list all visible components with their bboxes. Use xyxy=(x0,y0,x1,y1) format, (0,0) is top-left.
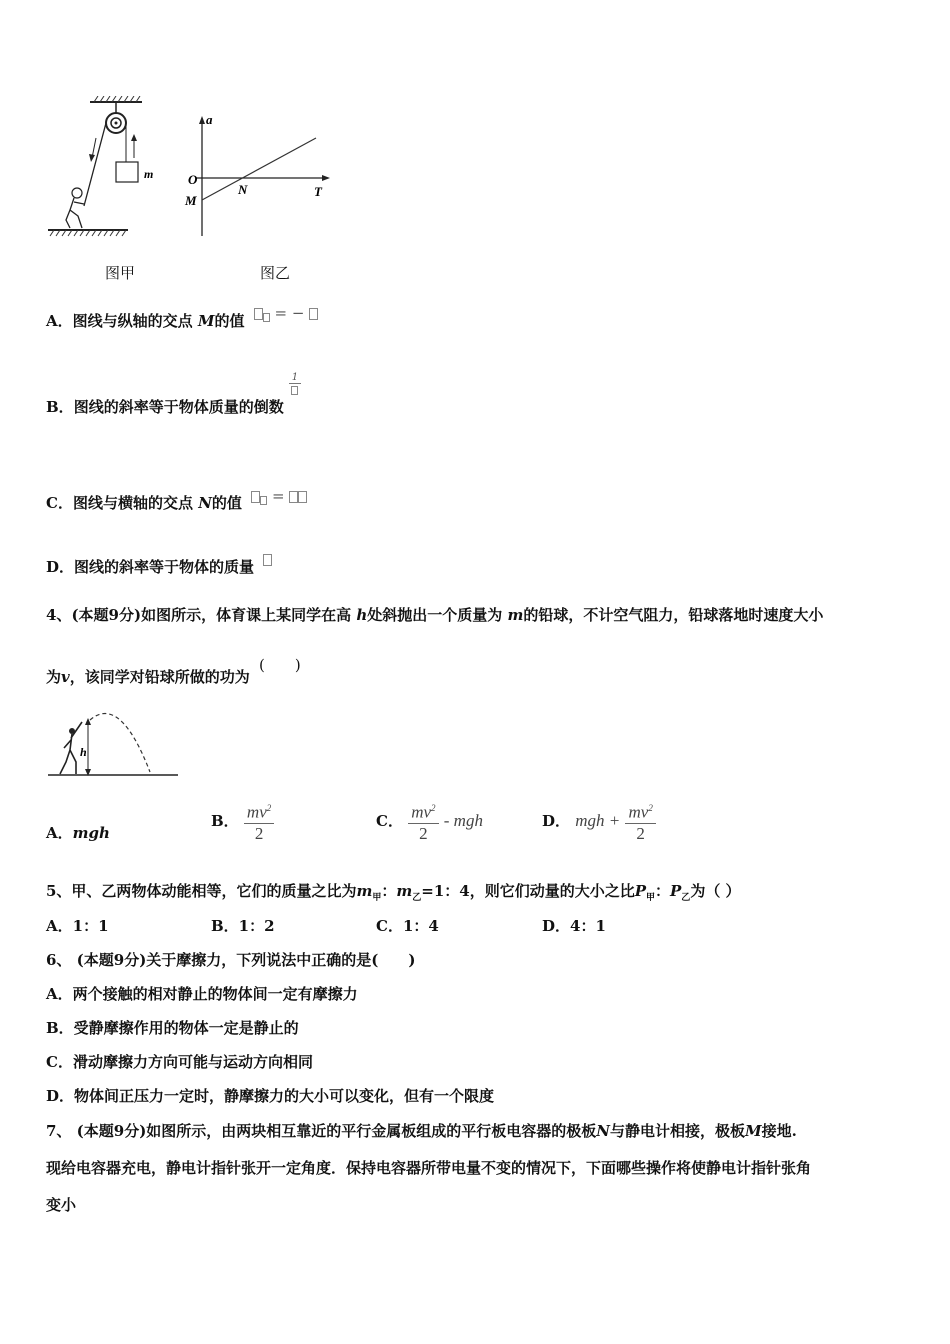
q7-stem-line1: 7、 (本题9分)如图所示，由两块相互靠近的平行金属板组成的平行板电容器的极板N与静电计相接，极板M接地. xyxy=(46,1122,797,1140)
q5-option-a: A．1：1 xyxy=(46,917,109,935)
q4-option-d: D． mgh + $\frac{mv^2}{2}$ xyxy=(542,798,656,844)
point-n-label: N xyxy=(238,182,248,197)
q5-option-d: D．4：1 xyxy=(542,917,606,935)
figure-q4 xyxy=(46,710,182,778)
q3-option-b: B．图线的斜率等于物体质量的倒数 1 xyxy=(46,392,301,417)
q4-option-b: B． $\frac{mv^2}{2}$ xyxy=(211,798,274,844)
figure-jia xyxy=(44,96,164,241)
q3-option-d: D．图线的斜率等于物体的质量 xyxy=(46,556,272,577)
q4-stem-line2: 为v，该同学对铅球所做的功为 ( ) xyxy=(46,656,301,686)
q6-option-b: B．受静摩擦作用的物体一定是静止的 xyxy=(46,1019,299,1037)
caption-jia: 图甲 xyxy=(105,264,136,282)
axis-x-label: T xyxy=(314,184,322,199)
q5-option-c: C．1：4 xyxy=(376,917,439,935)
q6-option-a: A．两个接触的相对静止的物体间一定有摩擦力 xyxy=(46,985,358,1003)
q5-option-b: B．1：2 xyxy=(211,917,275,935)
q6-stem: 6、 (本题9分)关于摩擦力，下列说法中正确的是( ) xyxy=(46,951,416,969)
q4-option-c: C． $\frac{mv^2}{2}$ - mgh xyxy=(376,802,483,843)
mass-label: m xyxy=(144,167,154,181)
q6-option-c: C．滑动摩擦力方向可能与运动方向相同 xyxy=(46,1053,313,1071)
q3-option-a: A．图线与纵轴的交点 M的值 = − xyxy=(46,310,318,331)
q7-stem-line3: 变小 xyxy=(46,1196,77,1214)
caption-yi: 图乙 xyxy=(260,264,291,282)
q5-stem: 5、甲、乙两物体动能相等，它们的质量之比为$m_甲$：$m_乙=1$：4，则它们动量的大小之比$P_甲$：$P_乙$为（ ） xyxy=(46,882,741,903)
q7-stem-line2: 现给电容器充电，静电计指针张开一定角度．保持电容器所带电量不变的情况下，下面哪些操作将使静电计指针张角 xyxy=(46,1159,812,1177)
q4-stem-line1: 4、(本题9分)如图所示，体育课上某同学在高 h处斜抛出一个质量为 m的铅球，不计空气阻力，铅球落地时速度大小 xyxy=(46,606,824,624)
q4-option-b-fraction: $\frac{mv^2}{2}$ xyxy=(244,798,274,844)
origin-label: O xyxy=(188,172,198,187)
q3-option-c: C．图线与横轴的交点 N的值 = xyxy=(46,492,307,513)
q6-option-d: D．物体间正压力一定时，静摩擦力的大小可以变化，但有一个限度 xyxy=(46,1087,495,1105)
point-m-label: M xyxy=(185,193,197,208)
figure-yi xyxy=(182,108,332,240)
q4-option-a: A．mgh xyxy=(46,824,110,842)
q4-answer-paren: ( ) xyxy=(258,656,301,674)
axis-y-label: a xyxy=(206,112,213,127)
height-label: h xyxy=(80,745,87,759)
